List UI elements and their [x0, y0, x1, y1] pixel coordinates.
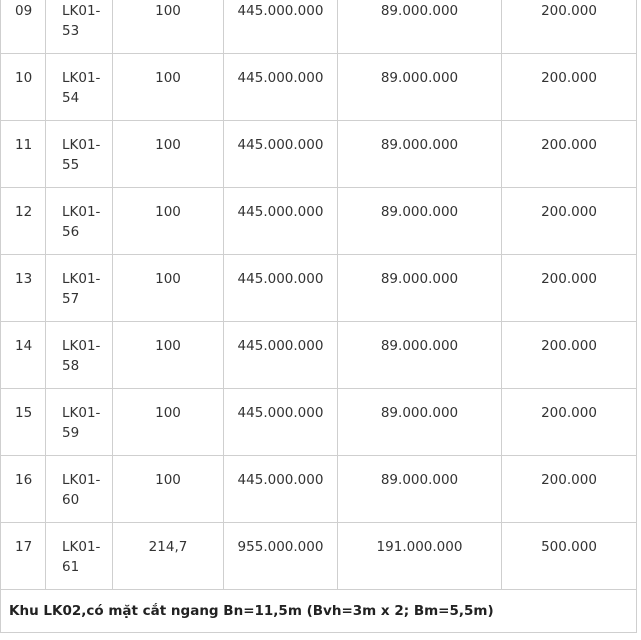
lot-code-number: 54 [62, 90, 80, 106]
table-row [1, 322, 637, 389]
area-cell: 214,7 [113, 523, 224, 590]
lot-code-prefix: LK01- [62, 70, 101, 86]
deposit-cell: 89.000.000 [338, 389, 502, 456]
lot-code-prefix: LK01- [62, 472, 101, 488]
lot-code-prefix: LK01- [62, 137, 101, 153]
lot-code-number: 61 [62, 559, 80, 575]
lot-code-prefix: LK01- [62, 405, 101, 421]
lot-code-number: 59 [62, 425, 80, 441]
lot-code-prefix: LK01- [62, 3, 101, 19]
lot-code-cell [46, 456, 113, 523]
value-cell: 445.000.000 [224, 0, 338, 54]
lot-code-cell [46, 54, 113, 121]
lot-code-cell [46, 523, 113, 590]
lot-code-cell [46, 322, 113, 389]
deposit-cell: 89.000.000 [338, 188, 502, 255]
lot-code-number: 58 [62, 358, 80, 374]
row-number-cell: 09 [1, 0, 46, 54]
lot-code-cell [46, 255, 113, 322]
fee-cell: 200.000 [502, 121, 637, 188]
deposit-cell: 191.000.000 [338, 523, 502, 590]
lot-code-number: 55 [62, 157, 80, 173]
deposit-cell: 89.000.000 [338, 456, 502, 523]
row-number-cell: 14 [1, 322, 46, 389]
lot-code-number: 57 [62, 291, 80, 307]
lot-code-prefix: LK01- [62, 204, 101, 220]
row-number-cell: 13 [1, 255, 46, 322]
area-cell: 100 [113, 54, 224, 121]
fee-cell: 200.000 [502, 322, 637, 389]
value-cell: 445.000.000 [224, 322, 338, 389]
deposit-cell: 89.000.000 [338, 121, 502, 188]
area-cell: 100 [113, 456, 224, 523]
row-number-cell: 10 [1, 54, 46, 121]
row-number-cell: 11 [1, 121, 46, 188]
lot-code-number: 53 [62, 23, 80, 39]
section-title: Khu LK02,có mặt cắt ngang Bn=11,5m (Bvh=3m x 2; Bm=5,5m) [1, 590, 637, 633]
fee-cell: 500.000 [502, 523, 637, 590]
section-header-row [1, 590, 637, 633]
table-row [1, 389, 637, 456]
table-row [1, 0, 637, 54]
value-cell: 445.000.000 [224, 188, 338, 255]
area-cell: 100 [113, 322, 224, 389]
deposit-cell: 89.000.000 [338, 0, 502, 54]
area-cell: 100 [113, 255, 224, 322]
deposit-cell: 89.000.000 [338, 255, 502, 322]
deposit-cell: 89.000.000 [338, 322, 502, 389]
value-cell: 445.000.000 [224, 54, 338, 121]
value-cell: 445.000.000 [224, 456, 338, 523]
row-number-cell: 16 [1, 456, 46, 523]
lot-code-prefix: LK01- [62, 271, 101, 287]
area-cell: 100 [113, 121, 224, 188]
fee-cell: 200.000 [502, 255, 637, 322]
value-cell: 955.000.000 [224, 523, 338, 590]
lot-code-prefix: LK01- [62, 338, 101, 354]
lot-code-number: 60 [62, 492, 80, 508]
area-cell: 100 [113, 188, 224, 255]
lot-code-cell [46, 0, 113, 54]
deposit-cell: 89.000.000 [338, 54, 502, 121]
lot-code-cell [46, 389, 113, 456]
area-cell: 100 [113, 0, 224, 54]
fee-cell: 200.000 [502, 456, 637, 523]
table-row [1, 255, 637, 322]
fee-cell: 200.000 [502, 0, 637, 54]
table-row [1, 456, 637, 523]
lot-code-prefix: LK01- [62, 539, 101, 555]
value-cell: 445.000.000 [224, 255, 338, 322]
row-number-cell: 17 [1, 523, 46, 590]
table-row [1, 523, 637, 590]
fee-cell: 200.000 [502, 188, 637, 255]
fee-cell: 200.000 [502, 54, 637, 121]
lot-code-cell [46, 188, 113, 255]
table-body [1, 0, 637, 633]
table-row [1, 54, 637, 121]
lot-code-cell [46, 121, 113, 188]
table-row [1, 121, 637, 188]
lot-code-number: 56 [62, 224, 80, 240]
row-number-cell: 12 [1, 188, 46, 255]
table-row [1, 188, 637, 255]
value-cell: 445.000.000 [224, 389, 338, 456]
fee-cell: 200.000 [502, 389, 637, 456]
area-cell: 100 [113, 389, 224, 456]
value-cell: 445.000.000 [224, 121, 338, 188]
row-number-cell: 15 [1, 389, 46, 456]
